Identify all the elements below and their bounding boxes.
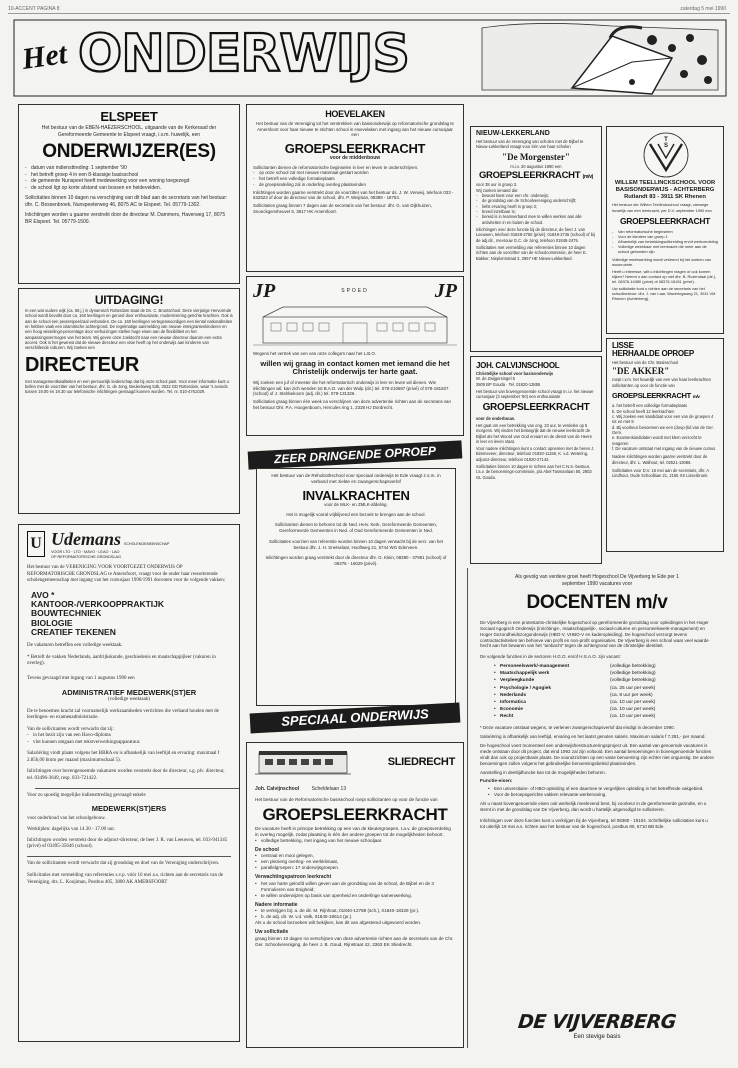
akker-title: LISSE: [612, 341, 634, 350]
nl-date: m.i.v. 20 augustus 1990 een: [510, 163, 562, 169]
udemans-note3: Tevens gevraagd met ingang van 1 augustus 1990 een: [27, 675, 135, 681]
ad-udemans: [18, 524, 240, 1042]
list-item: - het betreft groep 4 in een 8-klassige basisschool: [25, 172, 233, 179]
subject-hours: (volledige betrekking): [610, 678, 656, 684]
subject-row: [494, 670, 714, 677]
sliedrecht-info-items: [255, 908, 455, 920]
teellinck-info: Volledige medewerking wordt verleend bij het zoeken van woonruimte.: [612, 256, 712, 267]
subject-row: [494, 706, 714, 713]
ad-hoevelaken: [246, 104, 464, 272]
akker-role-gender: m/v: [692, 393, 700, 399]
sliedrecht-body: De vacature heeft in principe betrekking op een van de kleutergroepen, t.a.v. de groepsverdeling in overleg mogelijk, zodat plaatsing in één der andere groepen tot de mogelijkheden behoort.: [255, 825, 451, 837]
list-item: • b. de adj. dir. W. v.d. Valk, 01840-18614 (pr.).: [255, 914, 455, 920]
rehoboth-sub: voor de MLK- en ZMLK-afdeling.: [324, 501, 388, 507]
nl-role: [476, 171, 596, 181]
hoevelaken-sub: voor de middenbouw: [329, 155, 381, 162]
udemans-brand-sub2: VOOR LTO · LTO · MAVO · LEAO · LAO OP REFORMATORISCHE GRONDSLAG: [51, 550, 122, 559]
ad-rehoboth: [246, 440, 464, 738]
subject-hours: (ca. 10 uur per week): [610, 707, 656, 713]
list-item: • Een universitaire- of HBO-opleiding of een daarmee te vergelijken opleiding in het betreffende vakgebied.: [488, 786, 714, 792]
teellinck-addr: Rutlandt 83 - 3911 SK Rhenen: [624, 194, 706, 201]
bullet-icon: •: [494, 692, 496, 698]
rehoboth-banner: ZEER DRINGENDE OPROEP: [248, 440, 463, 469]
spoed-header: [253, 280, 457, 303]
vijverberg-body3: Aanstelling in deeltijdfunctie kan tot de mogelijkheden behoren.: [480, 769, 606, 775]
list-item: - de gemeente Nunspeet heeft medewerking voor een woning toegezegd: [25, 178, 233, 185]
list-item: • parallelgroepen: 17 onderwijsgroepen.: [255, 865, 455, 871]
sliedrecht-req-items: [255, 881, 455, 899]
udemans-brand-sub: SCHOLENGEMEENSCHAP: [124, 542, 170, 546]
elspeet-bullets: [25, 165, 233, 191]
vijverberg-intro: Als gevolg van verdere groei heeft Hogeschool De Vijverberg te Ede per 1 september 1990 vacatures voor: [515, 574, 679, 587]
nl-intro: Het bestuur van de Vereniging van scholen met de Bijbel te Nieuw-Lekkerland vraagt voor één van haar scholen: [476, 139, 584, 150]
akker-role: [612, 392, 718, 400]
elspeet-info: Inlichtingen worden u gaarne verstrekt door de directeur M. Dammers, Haverweg 17, 8075 BR Elspeet. Tel. 05779-1500.: [25, 212, 226, 225]
bullet-icon: •: [494, 714, 496, 720]
vijverberg-body4: Als u naast bovengenoemde eisen ook werkelijk meelevend bent, bij voorkeur in de gereformeerde gezindte, en u stemt in met de grondslag van De Vijverberg, dan wordt u hartelijk uitgenodigd te solliciteren.: [480, 801, 707, 813]
uitdaging-title: UITDAGING!: [94, 293, 164, 307]
subject-name: Maatschappelijk werk: [500, 671, 550, 677]
udemans-note4: Voor zo spoedig mogelijke indiensttreding gevraagd enkele: [27, 793, 146, 799]
page-header-left: 10-ACCENT PAGINA 8: [8, 6, 60, 12]
list-item: - bewust kiest voor een chr. onderwijs;: [476, 193, 596, 198]
list-item: - de groepsindeling zal in onderling overleg plaatsvinden: [253, 182, 457, 188]
calvijn1-apply: Sollicitaties binnen 10 dagen te richten aan het C.N.S.-bestuur, t.a.v. de benoemings-commissie, p/a Abel Tasmanlaan 50, 2803 GL Gouda.: [476, 464, 592, 480]
teellinck-intro: Het bestuur der Willem Teellinckschool vraagt, vanwege huwelijk van een leerkracht, per D.V. september 1990 een: [612, 202, 712, 213]
akker-school: "DE AKKER": [612, 366, 670, 377]
akker-intro: Het bestuur van de Chr. Basisschool: [612, 360, 679, 365]
subject-item: BIOLOGIE: [31, 617, 73, 628]
elspeet-intro: Het bestuur van de EBEN-HAËZERSCHOOL, uitgaande van de Kerkeraad der Gereformeerde Gemeente te Elspeet vraagt, i.v.m. huwelijk, een: [41, 125, 217, 138]
vijverberg-brand-block: [470, 1011, 724, 1040]
udemans-brand-row: [27, 529, 231, 559]
teellinck-info2: Heeft u interesse, wilt u inlichtingen vragen of ook komen kijken? Neemt u dan contact op met dhr. B. Rozendaal (dir.), tel. 08376-14380 (privé) of 08376-16181 (privé).: [612, 268, 717, 284]
sliedrecht-info-heading: Nadere informatie: [255, 901, 298, 908]
nl-role-text: GROEPSLEERKRACHT: [478, 169, 581, 181]
divider: [35, 788, 239, 789]
udemans-info: Inlichtingen over bovengenoemde vakaturen worden verstrekt door de directeur, s.g. plv. directeur, tel. 03496-3649, resp. 033-721422.: [27, 769, 225, 781]
bullet-icon: •: [494, 700, 496, 705]
calvijn1-sub2: voor de onderbouw.: [476, 415, 515, 421]
rehoboth-role: INVALKRACHTEN: [302, 487, 410, 503]
bullet-icon: •: [494, 664, 496, 670]
list-item: - op onze school zal met nieuwe materiaal gestart worden: [253, 170, 457, 176]
subject-row: [494, 692, 714, 699]
spoed-headline: willen wij graag in contact komen met iemand die het Christelijk onderwijs ter harte gaat.: [260, 358, 450, 377]
subject-hours: (volledige betrekking): [610, 671, 656, 677]
ad-spoed: [246, 276, 464, 436]
list-item: - Van reformatorische beginselen: [612, 229, 718, 234]
bullet-icon: •: [494, 707, 496, 713]
akker-sub: HERHAALDE OPROEP: [612, 349, 694, 358]
rehoboth-body: Het is mogelijk vooral vrijblijvend een bezoek te brengen aan de school.: [286, 511, 426, 517]
uitdaging-role: DIRECTEUR: [25, 353, 139, 376]
spoed-intro: Wegens het vertrek van een van onze collega's naar het L.B.O.: [253, 351, 377, 356]
subject-hours: (ca. 25 uur per week): [610, 685, 656, 691]
calvijn1-body: Het gaat om een betrekking van ong. 23 uur, te verdelen op 5 morgens. Wij vinden het belangrijk dat de nieuwe leerkracht de Bijbel als het Woord van God ervaart en de dienst van de Heere in leer en leven staat.: [476, 422, 592, 444]
vijverberg-body: De Vijverberg is een protestants-christelijke hogeschool op gereformeerde grondslag voor opleidingen in het Hoger Sociaal Agogisch Onderwijs (inrichtings-, maatschappelijk-, sociaal-culturee en personeelswerk-management) en Hoger Gezondheidszorgonderwijs (HBO-V, VHBO-V en kaderopleiding). De hogeschool verzorgt tevens contractactiviteiten ten behoeve van profit en non-profit organisaties. De Vijverberg is een school waar veel waarde hecht aan het bewaren van het "ambacht" tegen de achtergrond van de christelijke identiteit.: [480, 620, 709, 649]
vijverberg-role: DOCENTEN m/v: [526, 592, 668, 613]
akker-intro2: roept i.v.m. het huwelijk van een van haar leerkrachten sollicitanten op voor de functie van: [612, 377, 711, 388]
list-item: • het van harte geloofd willen geven aan de grondslag van de school, de Bijbel en de 3 Formulieren van Enigheid;: [255, 881, 455, 893]
spoed-body: Wij zoeken een juf of meester die het reformatorisch onderwijs in leer en leven wil dienen. Wie inlichtingen wil, kan zich wenden tot B.A.D. van der Wulp (dir.) tel. 078-210687 (privé) of 078-181837 (school) of J. Stebbekoorn (adj. dir.) tel. 078-131326.: [253, 379, 449, 397]
list-item: c. Wij zoeken een kandidaat voor een van de groepen 4 tot en met 8: [612, 414, 714, 425]
ad-teellinck: [606, 126, 724, 334]
hoevelaken-role: GROEPSLEERKRACHT: [284, 141, 426, 157]
udemans-info3: Inlichtingen worden verstrekt door de adjunct-directeur, de heer J. R. van Leeuwen, tel. 033-941345 (privé) of 03495-35646 (school).: [27, 837, 228, 850]
list-item: e. Examenkandidaten wordt met klem verzocht te reageren: [612, 435, 702, 446]
udemans-apply: Sollicitaties met vermelding van referenties s.v.p. vóór 16 mei a.s. richten aan de secretaris van de Vereniging, drs. L. Koojiman, Postbus 405, 3800 AK AMERSFOORT: [27, 873, 223, 885]
list-item: • volledige betrekking, met ingang van het nieuwe schooljaar.: [255, 838, 455, 844]
udemans-note1: De vakaturen betreffen een volledige weektaak.: [27, 643, 123, 649]
list-item: • centraal en mooi gelegen,: [255, 853, 455, 859]
list-item: • te verkrijgen bij: a. de dir. M. Rijnhout, 01840-12788 (sch.), 01840-18329 (pr.).: [255, 908, 455, 914]
list-item: - het betreft een volledige formatieplaats: [253, 176, 457, 182]
udemans-role2: ADMINISTRATIEF MEDEWERK(ST)ER: [61, 688, 197, 698]
subject-name: Psychologie / Agogiek: [500, 685, 551, 691]
subject-row: [494, 699, 714, 706]
udemans-note2: * Betreft de vakken Nederlands, aardrijkskunde, geschiedenis en maatschappijleer (vakuren in overleg).: [27, 654, 216, 667]
uitdaging-body2: met managementkwaliteiten en een persoonlijk leiderschap dat bij onze school past. Voor meer informatie kunt u bellen met de voorzitter van het bestuur, dhr. G. de Jong, Beukelsweg 53b, 3022 GD Rotterdam, waar 's avonds tussen 19.00 en 19.30 uur telefonische inlichtingen gevraagd kunnen worden. Tel. nr. 010-4761029.: [25, 378, 229, 395]
sliedrecht-intro: Het bestuur van de Reformatorische basisschool roept sollicitanten op voor de functie van: [255, 797, 438, 802]
akker-list: [612, 403, 718, 451]
sliedrecht-bullet-list: [255, 838, 455, 844]
list-item: - datum van indiensttreding: 1 september '90: [25, 165, 233, 172]
vijverberg-subjects-intro: De volgende functies in de sectoren H.G.O. en/of H.S.A.O. zijn vacant:: [480, 654, 621, 660]
udemans-logo-icon: U: [27, 531, 45, 557]
hoevelaken-intro: Het bestuur van de Vereniging tot het verstrekken van basisonderwijs op reformatorische grondslag te Amersfoort voor haar nieuwe te stichten school in Hoevelaken met ingang van het nieuwe cursusjaar een: [256, 121, 454, 138]
sliedrecht-info-note: Als u de school bezoeken wilt bekijken, kan dit van afgestemd uitgevoerd worden.: [255, 920, 422, 926]
akker-apply: Sollicitaties voor D.V. 16 mei aan de secretaris, dhr. A. Lindhout, Oude Schoollaan 21, 2165 XS Lisserbroek.: [612, 467, 711, 479]
udemans-reqs: [27, 733, 231, 746]
divider: [27, 856, 231, 857]
column-rule: [467, 568, 468, 1048]
elspeet-role: ONDERWIJZER(ES): [42, 141, 216, 162]
bullet-icon: •: [494, 671, 496, 677]
vijverberg-reqs: [488, 786, 714, 798]
sliedrecht-role: GROEPSLEERKRACHT: [262, 804, 448, 824]
vijverberg-req-heading: Functie-eisen:: [480, 779, 513, 785]
rehoboth-box: [256, 468, 456, 706]
vijverberg-info: Inlichtingen over deze functies kunt u verkrijgen bij de Vijverberg, tel 08380 - 19104. Schriftelijke sollicitaties kunt u tot uiterlijk 19 mei a.s. richten aan het bestuur van de hogeschool, postbus 80, 6710 BB Ede.: [480, 818, 708, 829]
list-item: - in het bezit zijn van een Havo-diploma: [27, 733, 231, 740]
list-item: - Afhankelijk van betrekkingsuitbreiding en/of werkverdeling: [612, 239, 718, 244]
list-item: • te willen onderwijzen op basis van openheid en onderlinge samenwerking.: [255, 893, 455, 899]
rehoboth-req: Sollicitanten dienen te behoren tot de Ned. Herv. Kerk, Gereformeerde Gemeenten, Gereformeerde Gemeenten in Ned. of Oud Gereformeerde Gemeenten in Ned.: [274, 522, 438, 534]
nl-title: NIEUW-LEKKERLAND: [476, 130, 550, 137]
calvijn1-intro: Het bestuur van bovengenoemde school vraagt m.i.v. het nieuwe cursusjaar (3 september '90) een enthousiaste: [476, 388, 594, 400]
nl-seek: Wij zoeken iemand die:: [476, 187, 519, 193]
vijverberg-subjects: [494, 663, 714, 721]
list-item: • Voor de beroepsgerichte vakken relevante werkervaring.: [488, 792, 714, 798]
ad-uitdaging: [18, 288, 240, 514]
header-rule: [8, 13, 730, 14]
vijverberg-note: * Deze vacature ontstaat wegens, te verlenen zwangerschapsverlof dat eindigt in december 1990.: [480, 724, 675, 730]
subject-hours: (ca. 8 uur per week): [610, 692, 653, 698]
sliedrecht-addr: Scheldelaan 13: [311, 786, 347, 792]
sliedrecht-req-heading: Verwachtingspatroon leerkracht: [255, 874, 332, 881]
sliedrecht-apply: graag binnen 10 dagen na verschijnen van deze advertentie richten aan de secretaris van de Chr. Ger. Schoolvereniging, de heer J. B. Goud, Rijnstraat 42, 3363 EK Sliedrecht.: [255, 935, 454, 947]
vijverberg-body2: De hogeschool voert momenteel een onderwijsherstructureringsproject uit. Een aantal van genoemde vacatures is mede ontstaan door dit project, dat eind 1992 zal zijn voltooid. Een aantal benoemingen in bovengenoemde functies vindt dan ook op projectbasis plaats. De vooruitzichten op een vaste benoeming zijn echter niet ongunstig. De andere benoemingen zullen volgens het gebruikelijke benoemingsbeleid plaatsvinden.: [480, 743, 714, 766]
list-item: a. het betreft een volledige formatieplaats: [612, 403, 688, 409]
calvijn1-role: GROEPSLEERKRACHT: [482, 401, 590, 413]
subject-name: Nederlands: [500, 692, 527, 698]
subject-hours: (ca. 10 uur per week): [610, 714, 656, 720]
sliedrecht-title: SLIEDRECHT: [387, 755, 455, 768]
list-item: - de school ligt op korte afstand van bossen en heidevelden.: [25, 185, 233, 192]
bullet-icon: •: [494, 685, 496, 691]
subject-name: Recht: [500, 714, 514, 720]
uitdaging-body: In een wat oudere wijk (ca. 65 j.) in dynamisch Rotterdam staat de Ds. C. Bruntschool. Deze vierjarige Hervormde school wordt bevolkt door ca. 160 leerlingen en gerund door enthousiaste, modernisering gerichte krachten. Ook is aan de school een peuterspeelzaal verbonden. De ca. 160 leerlingen vertegenwoordigen een tiental nationaliteiten en hebben vaak een islamitische achtergrond. De regelmatige aanmelding van nieuwe immigrantenkinderen en een hoog wisselings-percentage door verhuizingen stellen hoge eisen aan de flexibiliteit en het aanpassingsvermogen van het team. Wij geven onze zoektocht naar een nieuwe directeur daarom een extra accent. Ook is het gewenst dat de nieuwe directeur een visie heeft op het onderwijs aan kinderen van verschillende culturen. Wij zoeken een: [25, 308, 233, 351]
list-item: - vlot kunnen omgaan met tekstverwerkingsapparatuur.: [27, 740, 231, 747]
udemans-salary: Salariëring vindt plaats volgens het BBRA en is afhankelijk van leeftijd en ervaring: maximaal f 2.856,00 bruto per maand (maximumschaal 5).: [27, 751, 220, 763]
udemans-subjects: [31, 591, 231, 638]
ad-sliedrecht: [246, 742, 464, 1048]
list-item: - de grondslag van de Schoolvereniging onderschrijft;: [476, 198, 596, 203]
subject-row: [494, 685, 714, 692]
ad-calvijn-gouda: [470, 356, 602, 564]
nl-role-gender: (m/v): [582, 173, 594, 180]
udemans-role3-sub: voor onderhoud van het schoolgebouw.: [27, 815, 106, 821]
udemans-role3: MEDEWERK(ST)ERS: [91, 803, 167, 813]
udemans-body2: De te benoemen kracht zal voornamelijk werkzaamheden verrichten die verband houden met de leerlingen- en examenadministratie.: [27, 708, 219, 721]
udemans-brand-name: Udemans: [51, 529, 122, 549]
teellinck-role: GROEPSLEERKRACHT: [619, 215, 711, 226]
nl-group: voor 38 uur in groep 3.: [476, 182, 518, 188]
calvijn1-info: Voor nadere inlichtingen kunt u contact opnemen met de heren J. Bimmeveer, directeur, telefoon 01820-11158, K. v.d. Wetering, adjunct-directeur, telefoon 01820-27142.: [476, 446, 595, 462]
list-item: - Volledige weekbaar met leerkracht die meer aan de school gebonden zijn: [612, 244, 718, 254]
sliedrecht-apply-heading: Uw sollicitatie: [255, 929, 289, 936]
subject-name: Economie: [500, 707, 523, 713]
subject-name: Verpleegkunde: [500, 678, 535, 684]
calvijn1-sub: Christelijke school voor basisonderwijs: [476, 371, 554, 376]
sliedrecht-header: [255, 747, 455, 777]
rehoboth-apply: Sollicitaties voorzien van referentie worden binnen 10 dagen verwacht bij de secr. van het bestuur dhr. J. H. Snetselaar, Hooftweg 21, 6744 WG Ederveen.: [268, 538, 444, 550]
ad-vijverberg: [470, 568, 724, 1048]
spoed-logo-left: JP: [253, 280, 276, 302]
ad-nieuw-lekkerland: [470, 126, 602, 352]
spoed-label: SPOED: [341, 288, 369, 294]
udemans-brand-line: [51, 529, 169, 550]
elspeet-title: ELSPEET: [100, 109, 158, 124]
subject-row: [494, 663, 714, 670]
rehoboth-info: Inlichtingen worden graag verstrekt door de directeur dhr. G. Klein, 08380 - 37981 (school) of 08376 - 16029 (privé).: [265, 555, 447, 566]
subject-item: AVO *: [31, 589, 55, 600]
hoevelaken-body: Sollicitanten dienen de reformatorische beginselen in leer en leven te onderschrijven.: [253, 164, 419, 170]
spoed-logo-right: JP: [434, 280, 457, 302]
udemans-role2-sub: (volledige weektaak): [107, 697, 151, 703]
list-item: d. Bij voorkeur benoemen we een (doop-)lid van de Ger. Gem.: [612, 424, 714, 435]
ad-de-akker: [606, 338, 724, 552]
teellinck-bullets: [612, 229, 718, 254]
list-item: - breed inzetbaar is;: [476, 209, 596, 214]
hoevelaken-title: HOEVELAKEN: [325, 109, 385, 119]
sliedrecht-school-items: [255, 853, 455, 871]
masthead: [12, 18, 728, 98]
vijverberg-brand: DE VIJVERBERG: [516, 1011, 678, 1033]
udemans-brand: [51, 529, 169, 559]
udemans-intro: Het bestuur van de VERENIGING VOOR VOORTGEZET ONDERWIJS OP REFORMATORISCHE GRONDSLAG te Amersfoort, vraagt voor de onder haar ressorterende scholengemeenschap met ingang van het cursusjaar 1990/1991 docenten voor de volgende vakken:: [27, 565, 226, 584]
teellinck-title: WILLEM TEELLINCKSCHOOL VOOR BASISONDERWIJS - ACHTERBERG: [614, 180, 716, 194]
list-item: • een plezierig overleg- en werkklimaat,: [255, 859, 455, 865]
nl-bullets: [476, 193, 596, 225]
school-building-illustration: [253, 303, 457, 349]
vijverberg-salary: Salariëring is afhankelijk van leeftijd, ervaring en het laatst genoten salaris. Maximum salaris f 7.281,- per maand.: [480, 734, 706, 740]
list-item: f. De vacature ontstaat met ingang van de nieuwe cursus: [612, 445, 716, 451]
ad-elspeet: [18, 104, 240, 284]
hoevelaken-bullets: [253, 170, 457, 187]
list-item: b. De school heeft 12 leerkrachten: [612, 408, 675, 414]
list-item: - liefst ervaring heeft in groep 3;: [476, 204, 596, 209]
list-item: - bereid is in teamverband mee te willen werken aan alle activiteiten in en buiten de school.: [476, 214, 596, 225]
teellinck-apply: Uw sollicitatie kunt u richten aan de secretaris van het schoolbestuur: dhr. J. van Laar, Waveringsweg 21, 3911 VM Rhenen (Achterberg).: [612, 285, 716, 302]
subject-row: [494, 713, 714, 720]
calvijn1-title: JOH. CALVIJNSCHOOL: [476, 361, 560, 370]
vijverberg-tagline: Een stevige basis: [573, 1034, 621, 1040]
nl-school: "De Morgenster": [502, 151, 570, 162]
akker-info: Nadere inlichtingen worden gaarne verstrekt door de directeur, dhr. L. Walhout, tel. 02521-13086.: [612, 454, 708, 465]
rehoboth-footer: SPECIAAL ONDERWIJS: [250, 703, 461, 734]
page-header-right: zaterdag 5 mei 1990: [680, 6, 726, 12]
subject-item: CREATIEF TEKENEN: [31, 626, 116, 637]
hoevelaken-info: Inlichtingen worden gaarne verstrekt door de voorzitter van het bestuur ds. J. W. Verweij, telefoon 033 - 632523 of door de directeur van de school, dhr. P. Weijman, 08389 - 18754.: [253, 189, 454, 201]
udemans-hours: Werktijden: dagelijks van 14.30 - 17.00 uur.: [27, 827, 116, 833]
masthead-prefix: Het: [19, 37, 70, 76]
hoevelaken-apply: Sollicitaties graag binnen 7 dagen aan de secretaris van het bestuur: dhr. G. van Dijkhuizen, Snoeckgensheuvel 5, 3817 HK Amersfoort.: [253, 202, 432, 214]
subject-name: Personeelswerk/-management: [500, 664, 570, 670]
sliedrecht-school-heading: De school: [255, 846, 279, 853]
nl-info: Inlichtingen over deze functie bij de directeur, de heer J. van Leeuwen, telefoon 01848-2750 (privé), 01848-2745 (school) of bij de adj.dir., mevrouw G.C. de Jong, telefoon 01848-2475.: [476, 226, 595, 243]
subject-hours: (volledige betrekking): [610, 664, 656, 670]
subject-item: BOUWTECHNIEK: [31, 608, 102, 619]
spoed-apply: Sollicitaties graag binnen één week na verschijnen van deze advertentie richten aan de secretaris van het bestuur Dhr. P.A. Hoogenboom, Hercules ring 1, 3328 HJ Dordrecht.: [253, 399, 451, 410]
list-item: - Voor de kleuters van groep 1: [612, 234, 718, 239]
subject-row: [494, 677, 714, 684]
elspeet-apply: Sollicitaties binnen 10 dagen na verschijning van dit blad aan de secretaris van het bestuur: dhr. C. Bossenbroek, Nunspeeterweg 46, 8075 AC te Elspeet. Tel. 05779-1302.: [25, 195, 228, 208]
sliedrecht-school: Joh. Calvijnschool: [255, 786, 300, 792]
bullet-icon: •: [494, 678, 496, 684]
subject-name: Informatica: [500, 700, 526, 705]
akker-role-text: GROEPSLEERKRACHT: [612, 390, 691, 400]
subject-hours: (ca. 10 uur per week): [610, 700, 656, 705]
rehoboth-intro: Het bestuur van de Rehobothschool voor speciaal onderwijs te Ede vraagt z.s.m. in verband met ziekte en zwangerschapsverlof: [271, 473, 441, 484]
udemans-req2: Van de sollicitanten wordt verwacht dat zij grondslag en doel van de Vereniging onderschrijven.: [27, 860, 220, 866]
udemans-req: Van de sollicitanten wordt verwacht dat zij:: [27, 726, 114, 732]
subject-item: KANTOOR-/VERKOOPPRAKTIJK: [31, 598, 165, 609]
sliedrecht-school-illustration: [255, 747, 351, 777]
masthead-title: ONDERWIJS: [78, 24, 409, 84]
nl-apply: Sollicitaties met vermelding van referenties binnen 10 dagen richten aan de voorzitter van de schoolcommissie, de heer E. Bakker, Nieplomstraat 3, 2957 HE Nieuw-Lekkerland.: [476, 244, 587, 261]
calvijn1-addr: W. de Zwijgersingel 5 2805 BP Gouda · Tel. 01820-13855: [476, 376, 541, 387]
teellinck-logo-letters: T S: [663, 137, 712, 149]
